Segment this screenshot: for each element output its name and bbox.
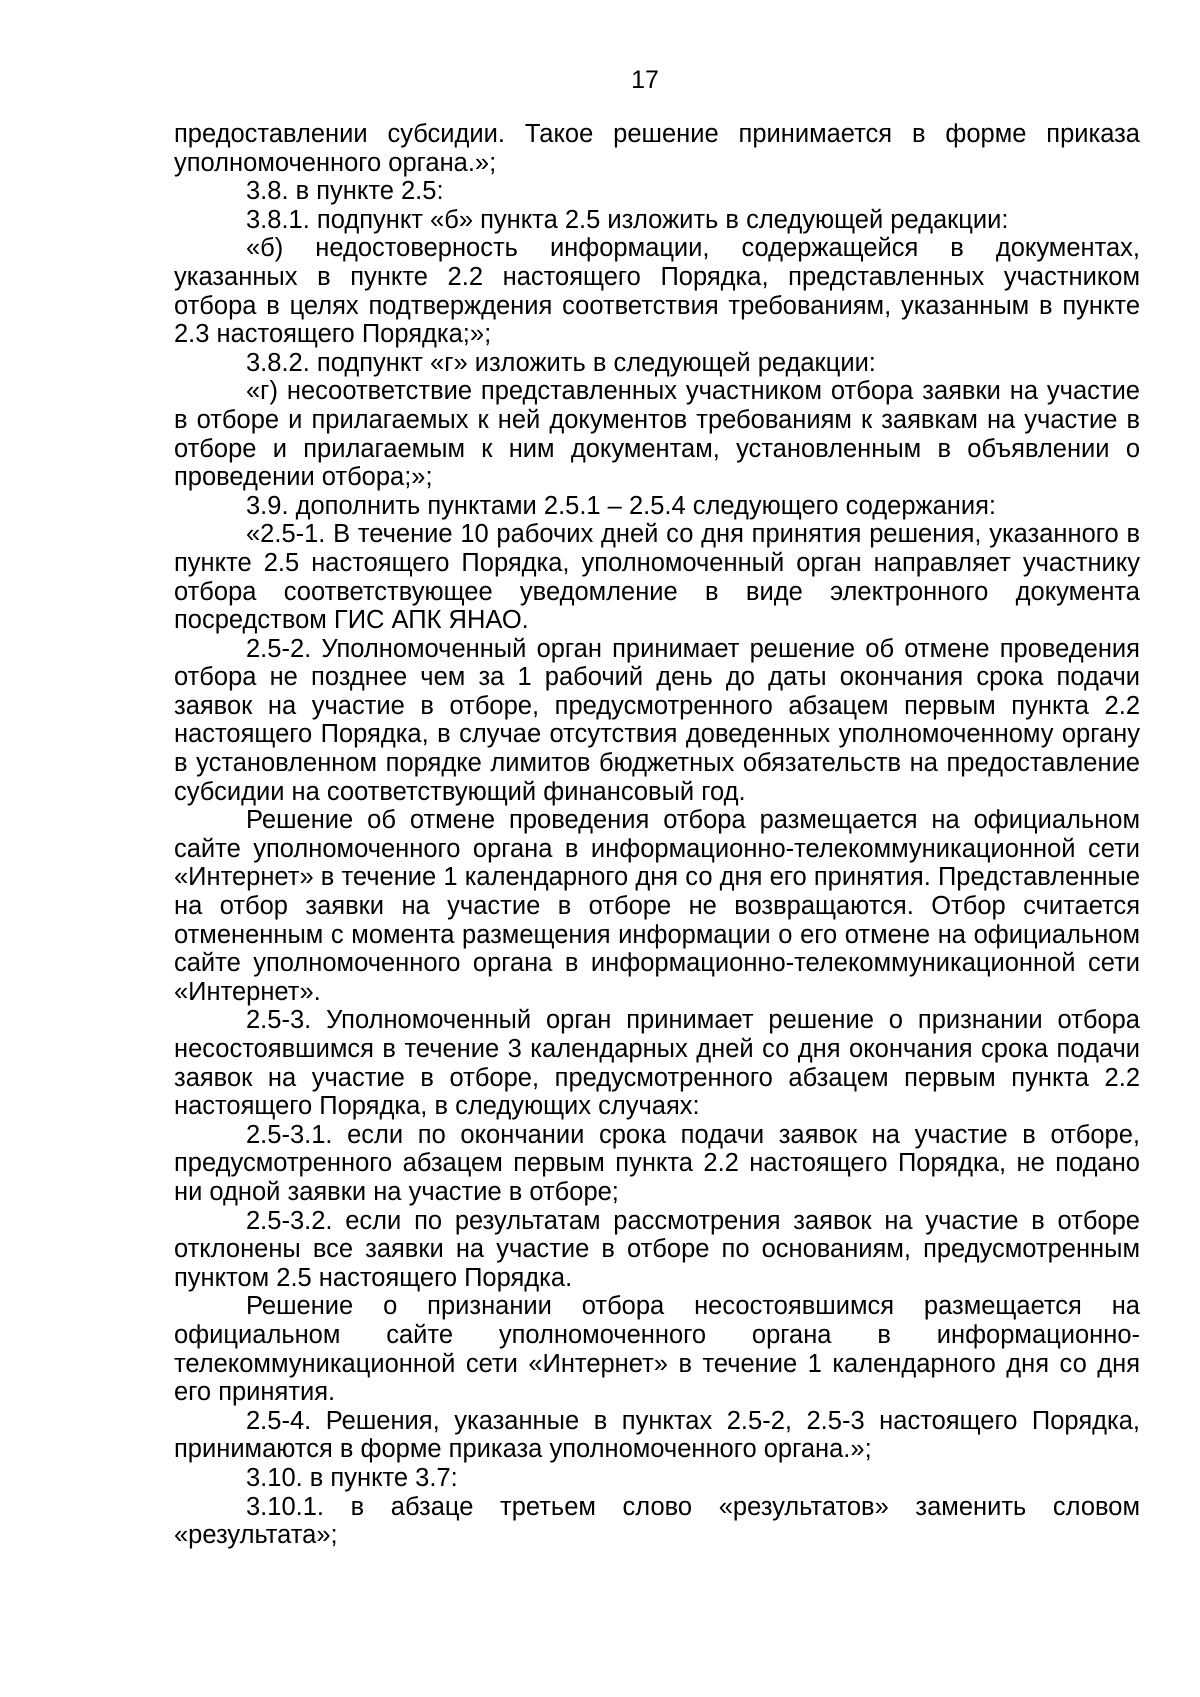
paragraph: «б) недостоверность информации, содержащейся в документах, указанных в пункте 2.2 настоящего Порядка, представленных участником отбора в целях подтверждения соответствия требованиям, указанным в пункте 2.3 настоящего Порядка;»; — [174, 234, 1140, 349]
paragraph: «г) несоответствие представленных участником отбора заявки на участие в отборе и прилагаемых к ней документов требованиям к заявкам на участие в отборе и прилагаемым к ним документам, установленным в объявлении о проведении отбора;»; — [174, 377, 1140, 492]
paragraph: 3.8.1. подпункт «б» пункта 2.5 изложить в следующей редакции: — [246, 205, 1009, 234]
paragraph: 2.5-3.1. если по окончании срока подачи заявок на участие в отборе, предусмотренного абзацем первым пункта 2.2 настоящего Порядка, не подано ни одной заявки на участие в отборе; — [174, 1120, 1140, 1206]
paragraph: предоставлении субсидии. Такое решение принимается в форме приказа уполномоченного органа.»; — [174, 120, 1140, 177]
paragraph: 2.5-3. Уполномоченный орган принимает решение о признании отбора несостоявшимся в течение 3 календарных дней со дня окончания срока подачи заявок на участие в отборе, предусмотренного абзацем первым пункта 2.2 настоящего Порядка, в следующих случаях: — [174, 1006, 1140, 1121]
paragraph: «2.5-1. В течение 10 рабочих дней со дня принятия решения, указанного в пункте 2.5 настоящего Порядка, уполномоченный орган направляет участнику отбора соответствующее уведомление в виде электронного документа посредством ГИС АПК ЯНАО. — [174, 520, 1140, 635]
paragraph: 2.5-2. Уполномоченный орган принимает решение об отмене проведения отбора не позднее чем за 1 рабочий день до даты окончания срока подачи заявок на участие в отборе, предусмотренного абзацем первым пункта 2.2 настоящего Порядка, в случае отсутствия доведенных уполномоченному органу в установленном порядке лимитов бюджетных обязательств на предоставление субсидии на соответствующий финансовый год. — [174, 634, 1140, 806]
paragraph: 2.5-4. Решения, указанные в пунктах 2.5-2, 2.5-3 настоящего Порядка, принимаются в форме приказа уполномоченного органа.»; — [174, 1406, 1140, 1464]
paragraph: 2.5-3.2. если по результатам рассмотрения заявок на участие в отборе отклонены все заявки на участие в отборе по основаниям, предусмотренным пунктом 2.5 настоящего Порядка. — [174, 1206, 1140, 1292]
paragraph: 3.8.2. подпункт «г» изложить в следующей редакции: — [246, 348, 876, 377]
paragraph: 3.9. дополнить пунктами 2.5.1 – 2.5.4 следующего содержания: — [246, 491, 996, 520]
paragraph: 3.10.1. в абзаце третьем слово «результатов» заменить словом «результата»; — [174, 1492, 1140, 1550]
document-body — [174, 120, 1140, 1550]
paragraph: 3.8. в пункте 2.5: — [246, 177, 444, 206]
page-number: 17 — [631, 66, 659, 94]
paragraph: Решение об отмене проведения отбора размещается на официальном сайте уполномоченного органа в информационно-телекоммуникационной сети «Интернет» в течение 1 календарного дня со дня его принятия. Представленные на отбор заявки на участие в отборе не возвращаются. Отбор считается отмененным с момента размещения информации о его отмене на официальном сайте уполномоченного органа в информационно-телекоммуникационной сети «Интернет». — [174, 806, 1140, 1006]
paragraph: Решение о признании отбора несостоявшимся размещается на официальном сайте уполномоченного органа в информационно-телекоммуникационной сети «Интернет» в течение 1 календарного дня со дня его принятия. — [174, 1292, 1140, 1407]
paragraph: 3.10. в пункте 3.7: — [246, 1463, 458, 1492]
